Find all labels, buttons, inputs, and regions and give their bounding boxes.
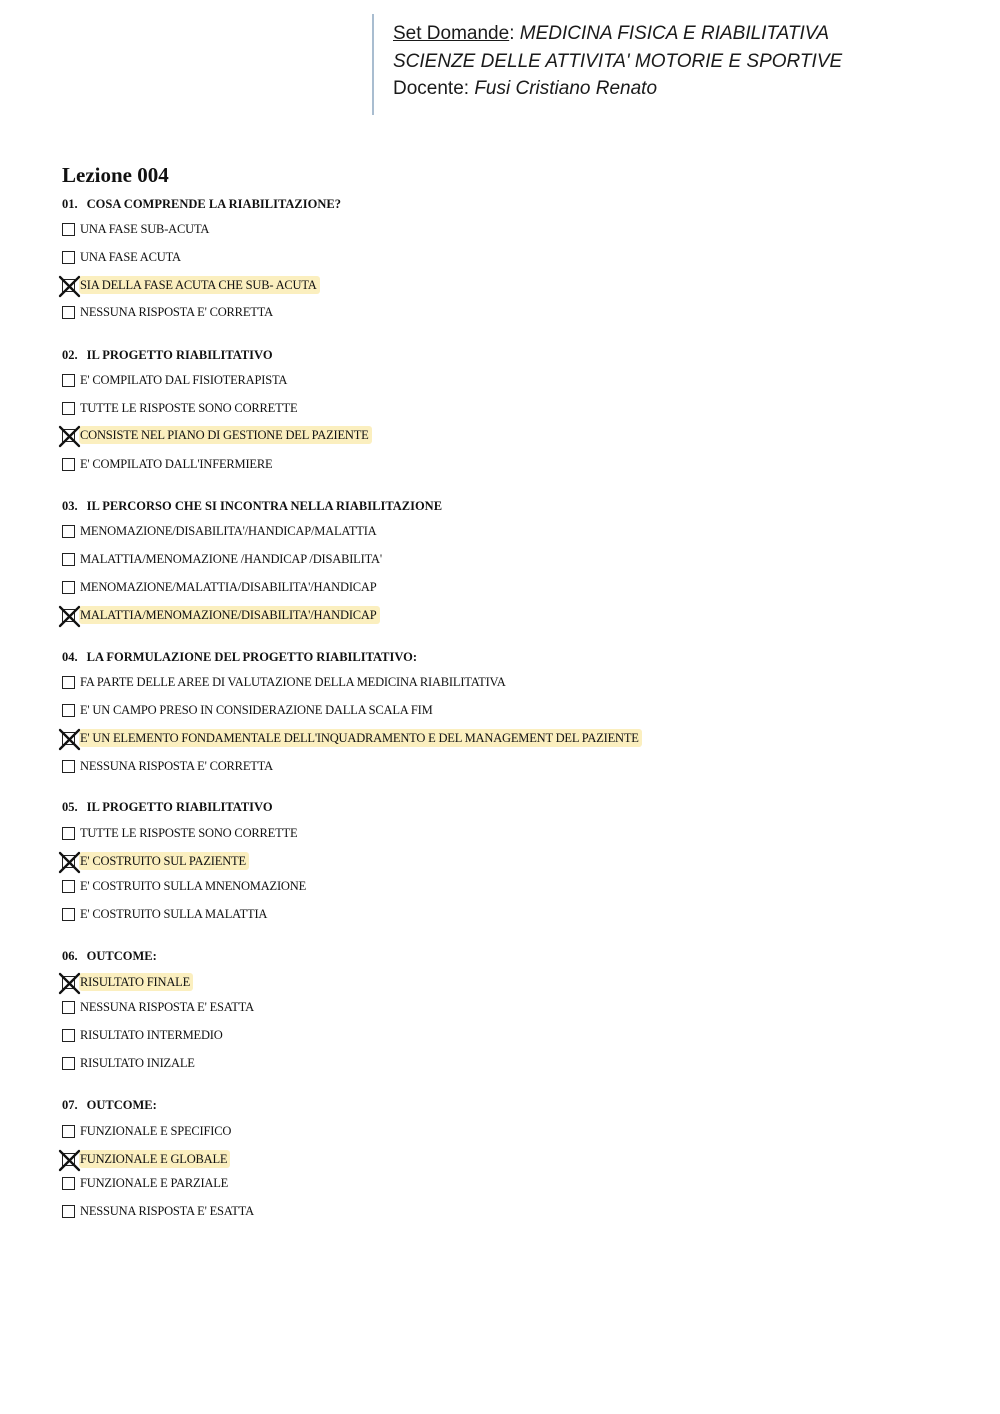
answer-option[interactable] — [62, 728, 642, 748]
checkbox[interactable] — [62, 880, 75, 893]
answer-option[interactable] — [62, 398, 300, 418]
checkbox[interactable] — [62, 458, 75, 471]
answer-option[interactable] — [62, 756, 276, 776]
checked-checkbox[interactable] — [62, 429, 75, 442]
cross-mark-icon — [59, 852, 80, 873]
checkbox[interactable] — [62, 223, 75, 236]
checkbox[interactable] — [62, 525, 75, 538]
answer-option[interactable] — [62, 997, 257, 1017]
question-heading — [62, 649, 417, 665]
answer-text: TUTTE LE RISPOSTE SONO CORRETTE — [80, 826, 298, 840]
answer-option[interactable] — [62, 1149, 230, 1169]
answer-option[interactable] — [62, 700, 436, 720]
checkbox[interactable] — [62, 306, 75, 319]
question-number: 04. — [62, 650, 78, 664]
cross-mark-icon — [59, 606, 80, 627]
teacher-label: Docente: — [393, 78, 475, 99]
question-text: OUTCOME: — [86, 1098, 157, 1112]
answer-text: E' UN CAMPO PRESO IN CONSIDERAZIONE DALLA SCALA FIM — [80, 703, 433, 717]
answer-text: E' COSTRUITO SULLA MALATTIA — [80, 907, 268, 921]
set-line — [393, 20, 842, 48]
answer-option[interactable] — [62, 1201, 257, 1221]
answer-option[interactable] — [62, 247, 184, 267]
answer-option[interactable] — [62, 549, 385, 569]
answer-option[interactable] — [62, 876, 309, 896]
answer-text: E' COMPILATO DALL'INFERMIERE — [80, 457, 273, 471]
answer-option[interactable] — [62, 1053, 198, 1073]
header-divider — [372, 14, 374, 115]
answer-text: UNA FASE ACUTA — [80, 250, 181, 264]
question-text: IL PROGETTO RIABILITATIVO — [86, 800, 273, 814]
checkbox[interactable] — [62, 553, 75, 566]
checked-checkbox[interactable] — [62, 855, 75, 868]
question-text: IL PERCORSO CHE SI INCONTRA NELLA RIABILITAZIONE — [86, 499, 443, 513]
checked-checkbox[interactable] — [62, 976, 75, 989]
cross-mark-icon — [59, 276, 80, 297]
answer-text: E' COMPILATO DAL FISIOTERAPISTA — [80, 373, 288, 387]
answer-text-correct: RISULTATO FINALE — [79, 973, 193, 991]
cross-mark-icon — [59, 729, 80, 750]
answer-option[interactable] — [62, 521, 380, 541]
question-heading — [62, 196, 341, 212]
answer-text: RISULTATO INTERMEDIO — [80, 1028, 223, 1042]
question-number: 01. — [62, 197, 78, 211]
answer-text: FA PARTE DELLE AREE DI VALUTAZIONE DELLA MEDICINA RIABILITATIVA — [80, 675, 506, 689]
answer-text-correct: MALATTIA/MENOMAZIONE/DISABILITA'/HANDICAP — [79, 606, 380, 624]
answer-text-correct: FUNZIONALE E GLOBALE — [79, 1150, 230, 1168]
checkbox[interactable] — [62, 581, 75, 594]
checkbox[interactable] — [62, 827, 75, 840]
checkbox[interactable] — [62, 1057, 75, 1070]
answer-option[interactable] — [62, 577, 380, 597]
teacher-line — [393, 75, 842, 103]
answer-option[interactable] — [62, 370, 290, 390]
course-title-line2: SCIENZE DELLE ATTIVITA' MOTORIE E SPORTIVE — [393, 50, 843, 72]
question-heading — [62, 498, 442, 514]
answer-text-correct: CONSISTE NEL PIANO DI GESTIONE DEL PAZIENTE — [79, 426, 372, 444]
checkbox[interactable] — [62, 760, 75, 773]
checkbox[interactable] — [62, 1125, 75, 1138]
question-number: 02. — [62, 348, 78, 362]
course-line2 — [393, 48, 842, 76]
cross-mark-icon — [59, 973, 80, 994]
checkbox[interactable] — [62, 676, 75, 689]
checked-checkbox[interactable] — [62, 279, 75, 292]
answer-text: NESSUNA RISPOSTA E' CORRETTA — [80, 305, 273, 319]
answer-text: E' COSTRUITO SULLA MNENOMAZIONE — [80, 879, 307, 893]
checkbox[interactable] — [62, 251, 75, 264]
checked-checkbox[interactable] — [62, 1153, 75, 1166]
question-number: 03. — [62, 499, 78, 513]
checkbox[interactable] — [62, 1177, 75, 1190]
answer-option[interactable] — [62, 1025, 226, 1045]
teacher-name: Fusi Cristiano Renato — [474, 78, 658, 99]
answer-option[interactable] — [62, 425, 372, 445]
answer-option[interactable] — [62, 904, 270, 924]
answer-text: NESSUNA RISPOSTA E' ESATTA — [80, 1204, 254, 1218]
answer-option[interactable] — [62, 823, 300, 843]
checkbox[interactable] — [62, 704, 75, 717]
question-text: LA FORMULAZIONE DEL PROGETTO RIABILITATIVO: — [86, 650, 417, 664]
checkbox[interactable] — [62, 374, 75, 387]
answer-option[interactable] — [62, 454, 275, 474]
question-number: 05. — [62, 800, 78, 814]
answer-text: FUNZIONALE E PARZIALE — [80, 1176, 229, 1190]
question-heading — [62, 347, 273, 363]
course-title-line1: MEDICINA FISICA E RIABILITATIVA — [519, 23, 830, 44]
document-header — [393, 20, 842, 103]
set-label: Set Domande — [393, 23, 510, 44]
answer-text: NESSUNA RISPOSTA E' ESATTA — [80, 1000, 254, 1014]
answer-option[interactable] — [62, 605, 380, 625]
cross-mark-icon — [59, 426, 80, 447]
answer-option[interactable] — [62, 972, 193, 992]
answer-option[interactable] — [62, 219, 212, 239]
question-heading — [62, 948, 157, 964]
answer-text: TUTTE LE RISPOSTE SONO CORRETTE — [80, 401, 298, 415]
question-number: 07. — [62, 1098, 78, 1112]
checkbox[interactable] — [62, 1029, 75, 1042]
checkbox[interactable] — [62, 1205, 75, 1218]
question-text: COSA COMPRENDE LA RIABILITAZIONE? — [86, 197, 341, 211]
answer-text: NESSUNA RISPOSTA E' CORRETTA — [80, 759, 273, 773]
question-heading — [62, 799, 273, 815]
question-number: 06. — [62, 949, 78, 963]
answer-text: RISULTATO INIZALE — [80, 1056, 195, 1070]
question-text: IL PROGETTO RIABILITATIVO — [86, 348, 273, 362]
checkbox[interactable] — [62, 908, 75, 921]
answer-text-correct: SIA DELLA FASE ACUTA CHE SUB- ACUTA — [79, 276, 320, 294]
checked-checkbox[interactable] — [62, 609, 75, 622]
answer-option[interactable] — [62, 302, 276, 322]
answer-text: UNA FASE SUB-ACUTA — [80, 222, 210, 236]
checkbox[interactable] — [62, 402, 75, 415]
lesson-title: Lezione 004 — [62, 163, 169, 187]
checkbox[interactable] — [62, 1001, 75, 1014]
answer-text-correct: E' UN ELEMENTO FONDAMENTALE DELL'INQUADRAMENTO E DEL MANAGEMENT DEL PAZIENTE — [79, 729, 642, 747]
cross-mark-icon — [59, 1150, 80, 1171]
checked-checkbox[interactable] — [62, 732, 75, 745]
question-text: OUTCOME: — [86, 949, 157, 963]
answer-option[interactable] — [62, 1121, 234, 1141]
answer-option[interactable] — [62, 851, 249, 871]
answer-text: MENOMAZIONE/DISABILITA'/HANDICAP/MALATTIA — [80, 524, 377, 538]
answer-text-correct: E' COSTRUITO SUL PAZIENTE — [79, 852, 249, 870]
answer-option[interactable] — [62, 672, 509, 692]
answer-text: MALATTIA/MENOMAZIONE /HANDICAP /DISABILITA' — [80, 552, 382, 566]
answer-text: MENOMAZIONE/MALATTIA/DISABILITA'/HANDICAP — [80, 580, 377, 594]
question-heading — [62, 1097, 157, 1113]
answer-text: FUNZIONALE E SPECIFICO — [80, 1124, 232, 1138]
set-colon: : — [509, 23, 520, 44]
answer-option[interactable] — [62, 1173, 231, 1193]
answer-option[interactable] — [62, 275, 320, 295]
